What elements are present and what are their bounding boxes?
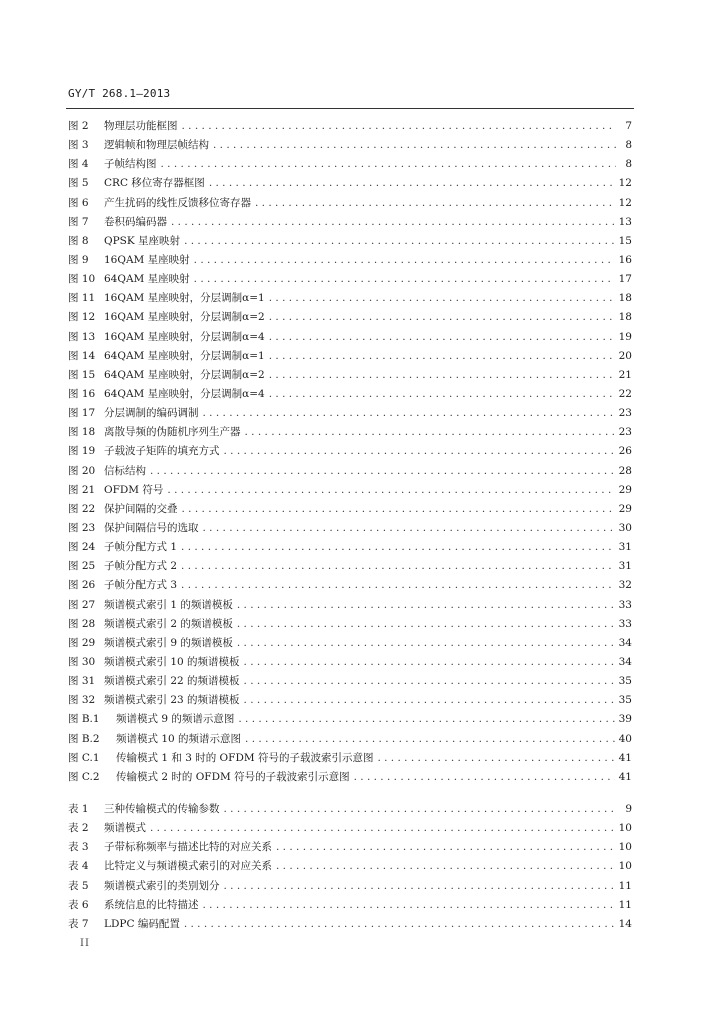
figure-entry-page: 17 xyxy=(618,273,632,286)
figure-entry[interactable] xyxy=(68,500,632,519)
table-entry[interactable] xyxy=(68,877,632,896)
figure-entry-title: 产生扰码的线性反馈移位寄存器 xyxy=(104,196,251,209)
table-entry-number: 表 4 xyxy=(68,860,89,873)
figure-entry[interactable] xyxy=(68,251,632,270)
figure-entry-title: 分层调制的编码调制 xyxy=(104,407,199,420)
figure-entry-number: 图 29 xyxy=(68,636,96,649)
figure-entry-number: 图 24 xyxy=(68,541,96,554)
figure-entry-page: 20 xyxy=(618,349,632,362)
figure-entry[interactable] xyxy=(68,730,632,749)
table-entry-number: 表 2 xyxy=(68,822,89,835)
figure-entry-title: 16QAM 星座映射，分层调制α=1 xyxy=(104,292,265,305)
dot-leader xyxy=(181,576,615,595)
figure-entry-page: 32 xyxy=(618,579,632,592)
figure-entry-title: 64QAM 星座映射 xyxy=(104,273,190,286)
figure-entry-title: 频谱模式索引 22 的频谱模板 xyxy=(104,675,240,688)
figure-entry[interactable] xyxy=(68,404,632,423)
figure-entry-number: 图 2 xyxy=(68,120,89,132)
table-entry-number: 表 1 xyxy=(68,803,89,815)
table-entry-page: 10 xyxy=(618,822,632,835)
figure-entry-title: 64QAM 星座映射，分层调制α=2 xyxy=(104,368,265,381)
dot-leader xyxy=(244,691,615,710)
figure-entry-number: 图 27 xyxy=(68,598,96,611)
figure-entry-title: 子帧分配方式 1 xyxy=(104,541,178,554)
figure-entry-page: 19 xyxy=(618,330,632,343)
dot-leader xyxy=(184,232,615,251)
figure-entry-page: 35 xyxy=(618,675,632,688)
figure-entry-title: 离散导频的伪随机序列生产器 xyxy=(104,426,241,439)
dot-leader xyxy=(269,347,615,366)
figure-entry[interactable] xyxy=(68,653,632,672)
figure-entry-title: 64QAM 星座映射，分层调制α=1 xyxy=(104,349,265,362)
figure-entry-page: 33 xyxy=(618,598,632,611)
figure-entry-page: 34 xyxy=(618,655,632,668)
figure-entry-title: 16QAM 星座映射 xyxy=(104,253,190,266)
figure-entry[interactable] xyxy=(68,557,632,576)
dot-leader xyxy=(171,213,615,232)
figure-entry[interactable] xyxy=(68,519,632,538)
dot-leader xyxy=(255,194,615,213)
dot-leader xyxy=(182,500,615,519)
figure-entry-page: 33 xyxy=(618,617,632,630)
figure-entry[interactable] xyxy=(68,174,632,193)
dot-leader xyxy=(269,328,615,347)
figure-entry-title: 频谱模式索引 1 的频谱模板 xyxy=(104,598,233,611)
figure-entry-number: 图 14 xyxy=(68,349,96,362)
table-entry-number: 表 3 xyxy=(68,841,89,854)
figure-entry-page: 18 xyxy=(618,311,632,324)
dot-leader xyxy=(194,270,615,289)
table-entry-number: 表 6 xyxy=(68,898,89,911)
figure-entry[interactable] xyxy=(68,691,632,710)
figure-entry-title: 子帧结构图 xyxy=(104,158,157,171)
dot-leader xyxy=(181,557,615,576)
figure-entry-title: 频谱模式 9 的频谱示意图 xyxy=(116,713,235,726)
figure-entry-title: 保护间隔信号的选取 xyxy=(104,521,199,534)
figure-entry-page: 39 xyxy=(618,713,632,726)
table-entry-number: 表 7 xyxy=(68,917,89,930)
dot-leader xyxy=(269,385,615,404)
table-entry-title: 频谱模式索引的类别划分 xyxy=(104,879,220,892)
dot-leader xyxy=(184,915,615,934)
dot-leader xyxy=(244,653,615,672)
figure-list xyxy=(68,117,632,787)
figure-entry-page: 30 xyxy=(618,521,632,534)
figure-entry[interactable] xyxy=(68,385,632,404)
dot-leader xyxy=(377,749,614,768)
figure-entry[interactable] xyxy=(68,538,632,557)
figure-entry-number: 图 23 xyxy=(68,521,96,534)
figure-entry-page: 8 xyxy=(625,139,632,152)
figure-entry-title: 物理层功能框图 xyxy=(104,120,178,132)
figure-entry-number: 图 21 xyxy=(68,483,96,496)
dot-leader xyxy=(213,136,616,155)
figure-entry[interactable] xyxy=(68,347,632,366)
dot-leader xyxy=(224,442,615,461)
dot-leader xyxy=(276,838,615,857)
figure-entry[interactable] xyxy=(68,270,632,289)
figure-entry-number: 图 30 xyxy=(68,655,96,668)
figure-entry-title: OFDM 符号 xyxy=(104,483,164,496)
figure-entry-number: 图 19 xyxy=(68,445,96,458)
table-entry[interactable] xyxy=(68,800,632,819)
dot-leader xyxy=(203,519,615,538)
dot-leader xyxy=(245,423,615,442)
figure-entry-page: 22 xyxy=(618,387,632,400)
figure-entry-title: 64QAM 星座映射，分层调制α=4 xyxy=(104,387,265,400)
table-entry-title: 比特定义与频谱模式索引的对应关系 xyxy=(104,860,272,873)
figure-entry-number: 图 18 xyxy=(68,426,96,439)
table-entry-page: 11 xyxy=(618,879,632,892)
figure-entry-page: 7 xyxy=(625,120,632,132)
figure-entry-page: 41 xyxy=(618,751,632,764)
table-list xyxy=(68,800,632,934)
figure-entry-number: 图 10 xyxy=(68,273,96,286)
figure-entry-number: 图 26 xyxy=(68,579,96,592)
figure-entry[interactable] xyxy=(68,481,632,500)
figure-entry[interactable] xyxy=(68,308,632,327)
dot-leader xyxy=(161,155,617,174)
figure-entry[interactable] xyxy=(68,768,632,787)
figure-entry-title: 传输模式 2 时的 OFDM 符号的子载波索引示意图 xyxy=(116,770,350,783)
table-entry-page: 11 xyxy=(618,898,632,911)
dot-leader xyxy=(245,730,615,749)
figure-entry-number: 图 B.2 xyxy=(68,732,100,745)
figure-entry-page: 35 xyxy=(618,694,632,707)
figure-entry[interactable] xyxy=(68,136,632,155)
figure-entry-number: 图 C.2 xyxy=(68,770,100,783)
figure-entry-number: 图 28 xyxy=(68,617,96,630)
figure-entry[interactable] xyxy=(68,423,632,442)
figure-entry-title: 信标结构 xyxy=(104,464,146,477)
figure-entry-number: 图 C.1 xyxy=(68,751,100,764)
figure-entry-number: 图 3 xyxy=(68,139,89,152)
dot-leader xyxy=(238,710,614,729)
table-entry[interactable] xyxy=(68,915,632,934)
dot-leader xyxy=(354,768,615,787)
figure-entry-title: 16QAM 星座映射，分层调制α=4 xyxy=(104,330,265,343)
table-entry-title: 系统信息的比特描述 xyxy=(104,898,199,911)
figure-entry-number: 图 32 xyxy=(68,694,96,707)
table-entry[interactable] xyxy=(68,819,632,838)
figure-entry[interactable] xyxy=(68,194,632,213)
figure-entry-number: 图 12 xyxy=(68,311,96,324)
figure-entry-page: 23 xyxy=(618,407,632,420)
figure-entry-number: 图 4 xyxy=(68,158,89,171)
dot-leader xyxy=(269,289,615,308)
table-entry-page: 10 xyxy=(618,860,632,873)
figure-entry-title: 频谱模式索引 10 的频谱模板 xyxy=(104,655,240,668)
table-entry-title: LDPC 编码配置 xyxy=(104,917,180,930)
figure-entry-number: 图 20 xyxy=(68,464,96,477)
dot-leader xyxy=(276,857,615,876)
figure-entry-page: 29 xyxy=(618,502,632,515)
figure-entry[interactable] xyxy=(68,615,632,634)
table-entry-title: 频谱模式 xyxy=(104,822,146,835)
figure-entry-page: 26 xyxy=(618,445,632,458)
figure-entry-number: 图 5 xyxy=(68,177,89,190)
figure-entry[interactable] xyxy=(68,672,632,691)
figure-entry[interactable] xyxy=(68,442,632,461)
dot-leader xyxy=(203,896,615,915)
figure-entry-title: 子载波子矩阵的填充方式 xyxy=(104,445,220,458)
figure-entry-number: 图 6 xyxy=(68,196,89,209)
figure-entry-title: 卷积码编码器 xyxy=(104,215,167,228)
table-entry-page: 9 xyxy=(625,803,632,815)
dot-leader xyxy=(224,800,617,819)
figure-entry-number: 图 B.1 xyxy=(68,713,100,726)
dot-leader xyxy=(167,481,614,500)
figure-entry-number: 图 16 xyxy=(68,387,96,400)
dot-leader xyxy=(269,308,615,327)
figure-entry-number: 图 15 xyxy=(68,368,96,381)
figure-entry[interactable] xyxy=(68,576,632,595)
figure-entry-number: 图 11 xyxy=(68,292,96,305)
figure-entry-page: 16 xyxy=(618,253,632,266)
figure-entry[interactable] xyxy=(68,596,632,615)
dot-leader xyxy=(237,634,615,653)
dot-leader xyxy=(244,672,615,691)
figure-entry[interactable] xyxy=(68,634,632,653)
figure-entry-page: 31 xyxy=(618,541,632,554)
figure-entry-title: QPSK 星座映射 xyxy=(104,234,181,247)
table-entry[interactable] xyxy=(68,838,632,857)
figure-entry[interactable] xyxy=(68,117,632,136)
figure-entry-title: 频谱模式索引 9 的频谱模板 xyxy=(104,636,233,649)
document-id-header: GY/T 268.1—2013 xyxy=(68,87,171,100)
figure-entry-title: 子帧分配方式 3 xyxy=(104,579,178,592)
figure-entry-title: 子帧分配方式 2 xyxy=(104,560,178,573)
figure-entry[interactable] xyxy=(68,749,632,768)
figure-entry-title: 频谱模式索引 23 的频谱模板 xyxy=(104,694,240,707)
figure-entry[interactable] xyxy=(68,289,632,308)
figure-entry-page: 18 xyxy=(618,292,632,305)
dot-leader xyxy=(182,117,617,136)
dot-leader xyxy=(237,615,615,634)
dot-leader xyxy=(224,877,615,896)
figure-entry-number: 图 7 xyxy=(68,215,89,228)
figure-entry-number: 图 8 xyxy=(68,234,89,247)
dot-leader xyxy=(209,174,615,193)
figure-entry-title: 保护间隔的交叠 xyxy=(104,502,178,515)
table-entry-title: 三种传输模式的传输参数 xyxy=(104,803,220,815)
figure-entry-page: 41 xyxy=(618,770,632,783)
figure-entry-page: 31 xyxy=(618,560,632,573)
table-entry[interactable] xyxy=(68,896,632,915)
dot-leader xyxy=(269,366,615,385)
figure-entry-title: CRC 移位寄存器框图 xyxy=(104,177,205,190)
table-entry-page: 14 xyxy=(618,917,632,930)
figure-entry[interactable] xyxy=(68,328,632,347)
dot-leader xyxy=(237,596,615,615)
table-entry-title: 子带标称频率与描述比特的对应关系 xyxy=(104,841,272,854)
dot-leader xyxy=(194,251,615,270)
header-rule xyxy=(66,108,634,109)
dot-leader xyxy=(150,462,615,481)
dot-leader xyxy=(150,819,615,838)
figure-entry-number: 图 13 xyxy=(68,330,96,343)
figure-entry-page: 15 xyxy=(618,234,632,247)
figure-entry-title: 传输模式 1 和 3 时的 OFDM 符号的子载波索引示意图 xyxy=(116,751,374,764)
figure-entry-page: 12 xyxy=(618,196,632,209)
figure-entry-page: 8 xyxy=(625,158,632,171)
figure-entry-title: 频谱模式索引 2 的频谱模板 xyxy=(104,617,233,630)
figure-entry-page: 40 xyxy=(618,732,632,745)
figure-entry-number: 图 9 xyxy=(68,253,89,266)
figure-entry-title: 频谱模式 10 的频谱示意图 xyxy=(116,732,242,745)
figure-entry-page: 23 xyxy=(618,426,632,439)
figure-entry[interactable] xyxy=(68,366,632,385)
figure-entry-number: 图 31 xyxy=(68,675,96,688)
figure-entry-number: 图 22 xyxy=(68,502,96,515)
dot-leader xyxy=(181,538,615,557)
figure-entry-title: 逻辑帧和物理层帧结构 xyxy=(104,139,209,152)
figure-entry-page: 34 xyxy=(618,636,632,649)
table-entry-number: 表 5 xyxy=(68,879,89,892)
figure-entry[interactable] xyxy=(68,155,632,174)
table-entry-page: 10 xyxy=(618,841,632,854)
figure-entry-number: 图 17 xyxy=(68,407,96,420)
figure-entry-page: 28 xyxy=(618,464,632,477)
figure-entry-page: 12 xyxy=(618,177,632,190)
table-entry[interactable] xyxy=(68,857,632,876)
dot-leader xyxy=(203,404,615,423)
figure-entry[interactable] xyxy=(68,462,632,481)
figure-entry[interactable] xyxy=(68,710,632,729)
figure-entry[interactable] xyxy=(68,232,632,251)
figure-entry-page: 21 xyxy=(618,368,632,381)
page-number: II xyxy=(80,938,90,949)
figure-entry[interactable] xyxy=(68,213,632,232)
figure-entry-page: 13 xyxy=(618,215,632,228)
figure-entry-title: 16QAM 星座映射，分层调制α=2 xyxy=(104,311,265,324)
figure-entry-page: 29 xyxy=(618,483,632,496)
figure-entry-number: 图 25 xyxy=(68,560,96,573)
